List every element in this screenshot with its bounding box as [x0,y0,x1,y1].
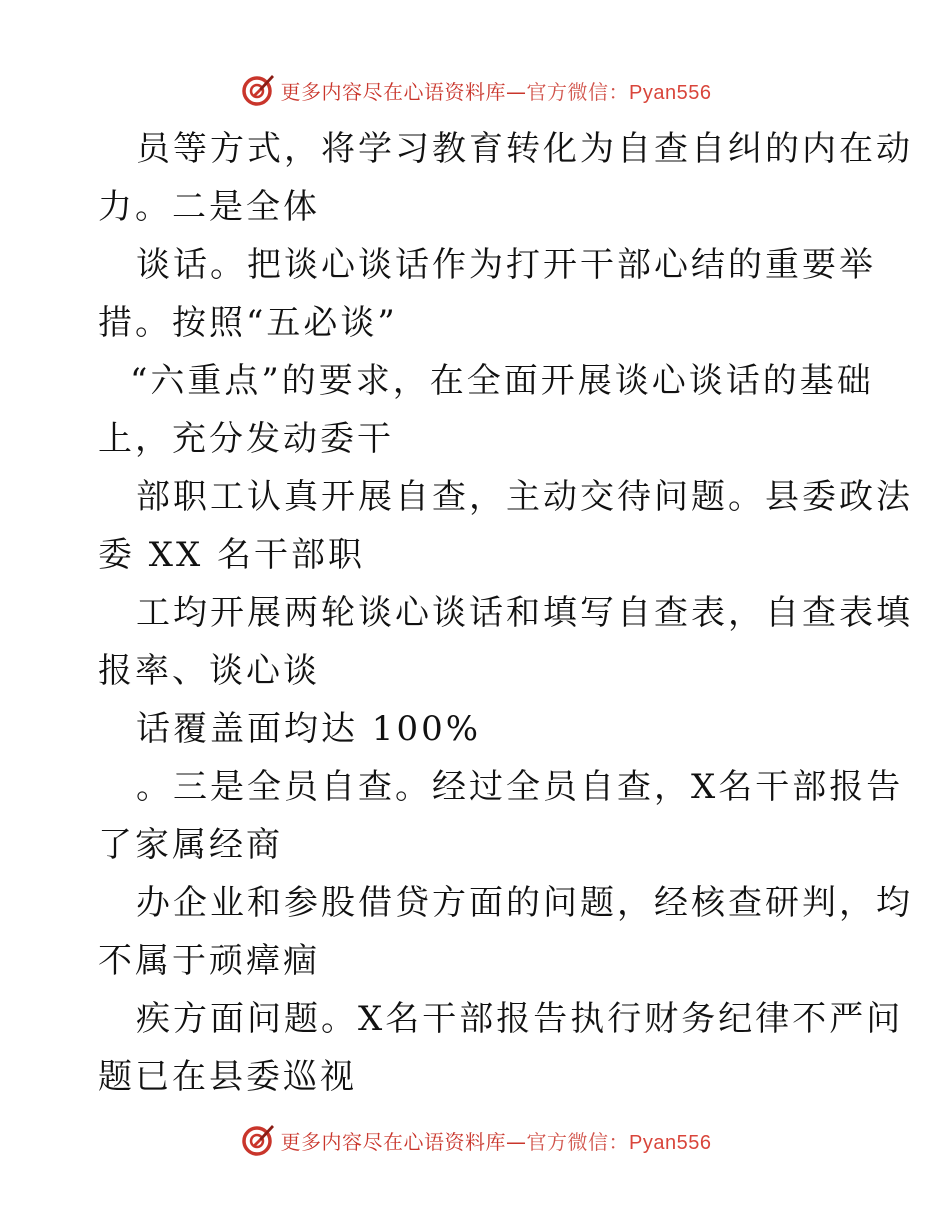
header-banner-main: 更多内容尽在心语资料库 [280,79,507,104]
footer-banner [0,1120,950,1160]
body-line: 办企业和参股借贷方面的问题，经核查研判，均 [136,883,913,923]
header-banner-dash: — [506,79,527,104]
body-line: 委 XX 名干部职 [98,535,366,575]
body-line: 报率、谈心谈 [98,651,320,691]
body-line: 题已在县委巡视 [98,1057,357,1097]
body-line: 谈话。把谈心谈话作为打开干部心结的重要举 [136,245,876,285]
brush-pen-logo-icon [239,72,275,108]
footer-banner-dash: — [506,1129,527,1154]
body-line: 不属于顽瘴痼 [98,941,320,981]
footer-banner-official: 官方微信： [526,1129,630,1154]
body-line: 部职工认真开展自查，主动交待问题。县委政法 [136,477,913,517]
header-banner-handle: Pyan556 [629,81,712,104]
body-line: 了家属经商 [98,825,283,865]
body-line: 员等方式，将学习教育转化为自查自纠的内在动 [136,129,913,169]
body-line: “六重点”的要求，在全面开展谈心谈话的基础 [130,361,874,401]
body-line: 力。二是全体 [98,187,320,227]
document-body [98,120,913,1106]
footer-banner-text [281,1126,712,1155]
body-line: 措。按照“五必谈” [98,303,398,343]
header-banner [0,70,950,110]
footer-banner-main: 更多内容尽在心语资料库 [280,1129,507,1154]
body-line: 上，充分发动委干 [98,419,394,459]
body-line: 工均开展两轮谈心谈话和填写自查表，自查表填 [136,593,913,633]
body-line: 疾方面问题。X名干部报告执行财务纪律不严问 [136,999,904,1039]
brush-pen-logo-icon [239,1122,275,1158]
body-line: 。三是全员自查。经过全员自查，X名干部报告 [136,767,904,807]
header-banner-text [281,76,712,105]
header-banner-official: 官方微信： [526,79,630,104]
body-line: 话覆盖面均达 100% [136,709,482,749]
footer-banner-handle: Pyan556 [629,1131,712,1154]
